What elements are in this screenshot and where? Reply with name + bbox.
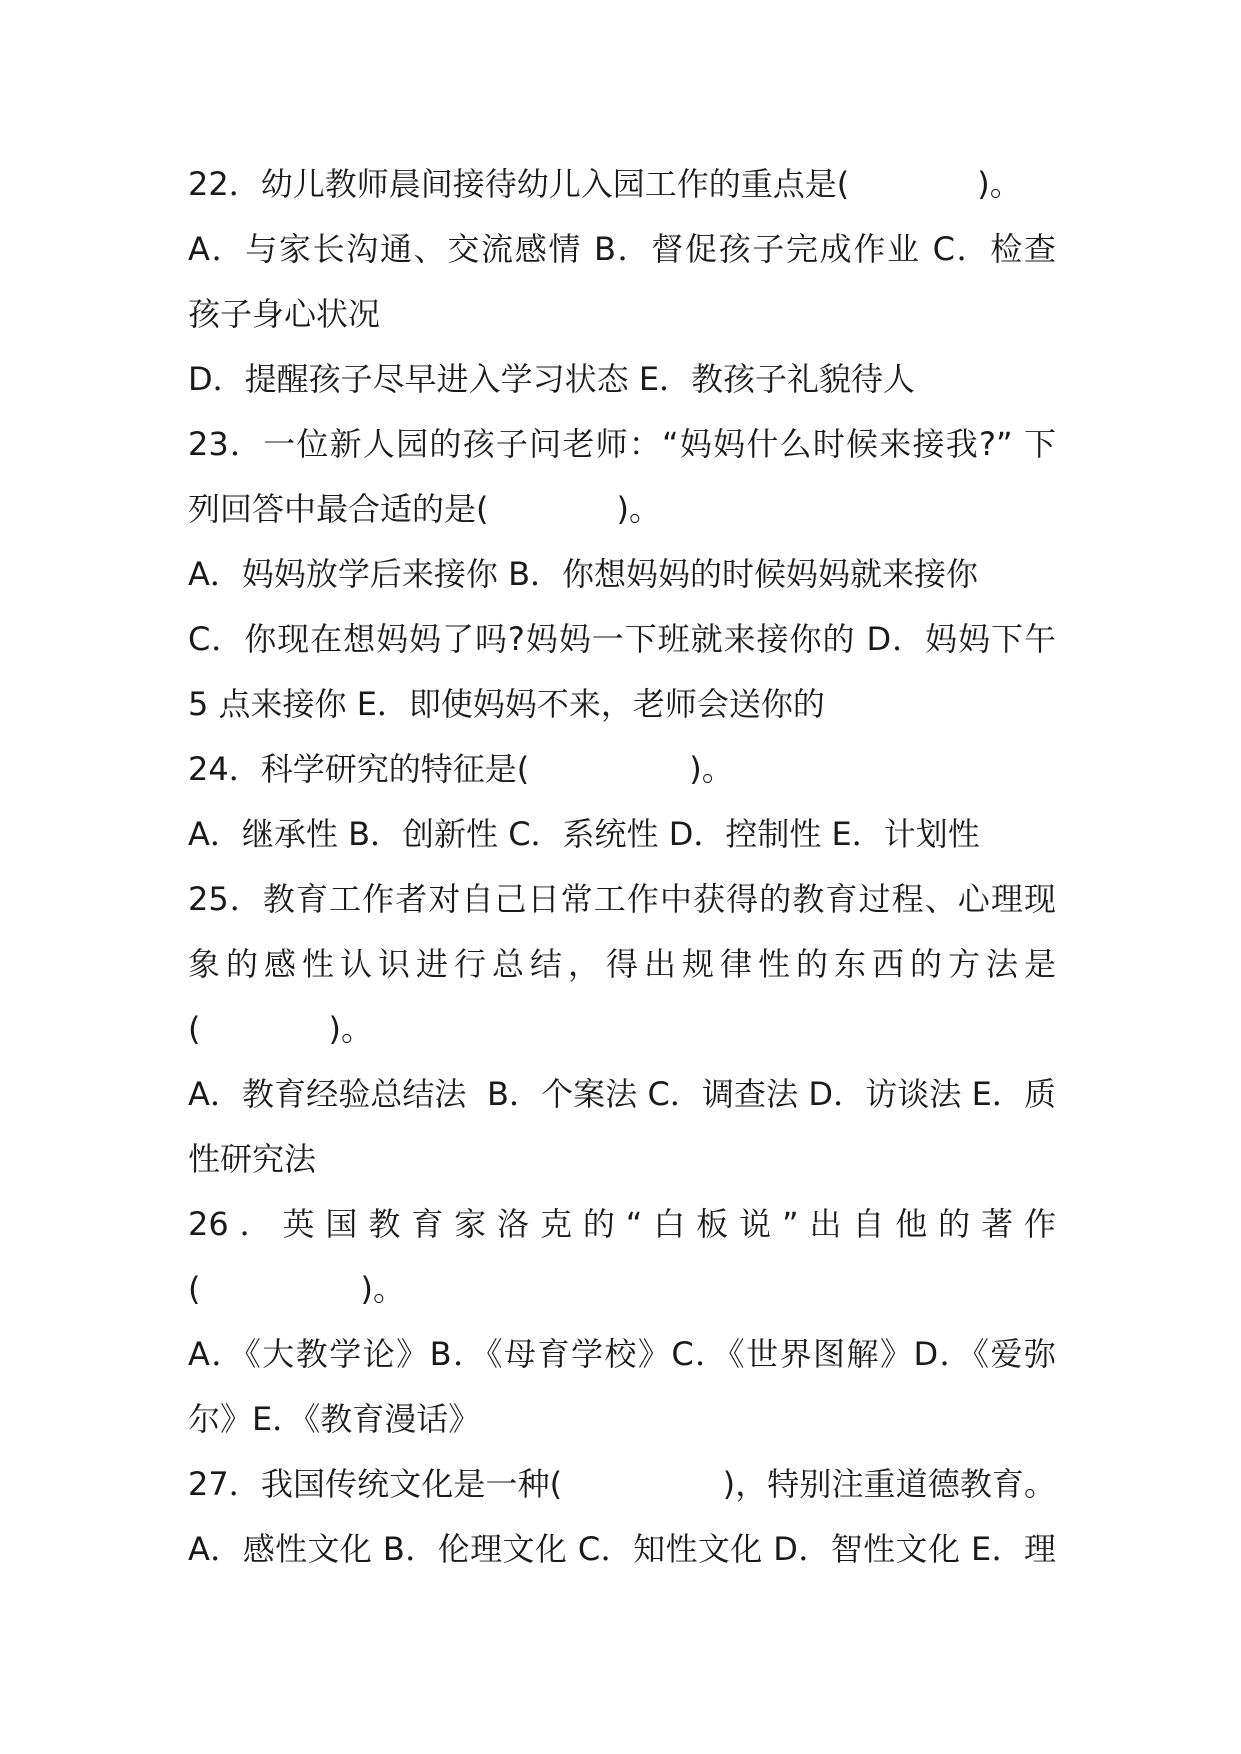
q23-options-line-3: 5 点来接你 E．即使妈妈不来，老师会送你的 bbox=[188, 685, 825, 723]
q27-options: A．感性文化 B．伦理文化 C．知性文化 D．智性文化 E．理 bbox=[188, 1530, 1056, 1568]
q22-options-line-2: 孩子身心状况 bbox=[188, 295, 381, 333]
q27-stem: 27．我国传统文化是一种( )，特别注重道德教育。 bbox=[188, 1465, 1056, 1503]
document-text bbox=[188, 152, 1056, 1582]
q24-stem: 24．科学研究的特征是( )。 bbox=[188, 750, 734, 788]
q25-stem-line-3: ( )。 bbox=[188, 1010, 373, 1048]
q26-stem-line-2: ( )。 bbox=[188, 1270, 405, 1308]
q25-stem-line-2: 象的感性认识进行总结，得出规律性的东西的方法是 bbox=[188, 945, 1056, 983]
q23-options-line-2: C．你现在想妈妈了吗?妈妈一下班就来接你的 D．妈妈下午 bbox=[188, 620, 1056, 658]
q23-stem-line-2: 列回答中最合适的是( )。 bbox=[188, 490, 661, 528]
q22-stem: 22．幼儿教师晨间接待幼儿入园工作的重点是( )。 bbox=[188, 165, 1022, 203]
q23-options-line-1: A．妈妈放学后来接你 B．你想妈妈的时候妈妈就来接你 bbox=[188, 555, 979, 593]
q25-stem-line-1: 25．教育工作者对自己日常工作中获得的教育过程、心理现 bbox=[188, 880, 1056, 918]
q24-options: A．继承性 B．创新性 C．系统性 D．控制性 E．计划性 bbox=[188, 815, 980, 853]
q22-options-line-3: D．提醒孩子尽早进入学习状态 E．教孩子礼貌待人 bbox=[188, 360, 916, 398]
q23-stem-line-1: 23．一位新人园的孩子问老师：“妈妈什么时候来接我?” 下 bbox=[188, 425, 1056, 463]
q25-options-line-2: 性研究法 bbox=[188, 1140, 317, 1178]
q26-options-line-1: A．《大教学论》B．《母育学校》C．《世界图解》D．《爱弥 bbox=[188, 1335, 1056, 1373]
q26-stem-line-1: 26．英国教育家洛克的“白板说”出自他的著作 bbox=[188, 1205, 1056, 1243]
q22-options-line-1: A．与家长沟通、交流感情 B．督促孩子完成作业 C．检查 bbox=[188, 230, 1056, 268]
q25-options-line-1: A．教育经验总结法 B．个案法 C．调查法 D．访谈法 E．质 bbox=[188, 1075, 1056, 1113]
q26-options-line-2: 尔》E．《教育漫话》 bbox=[188, 1400, 481, 1438]
